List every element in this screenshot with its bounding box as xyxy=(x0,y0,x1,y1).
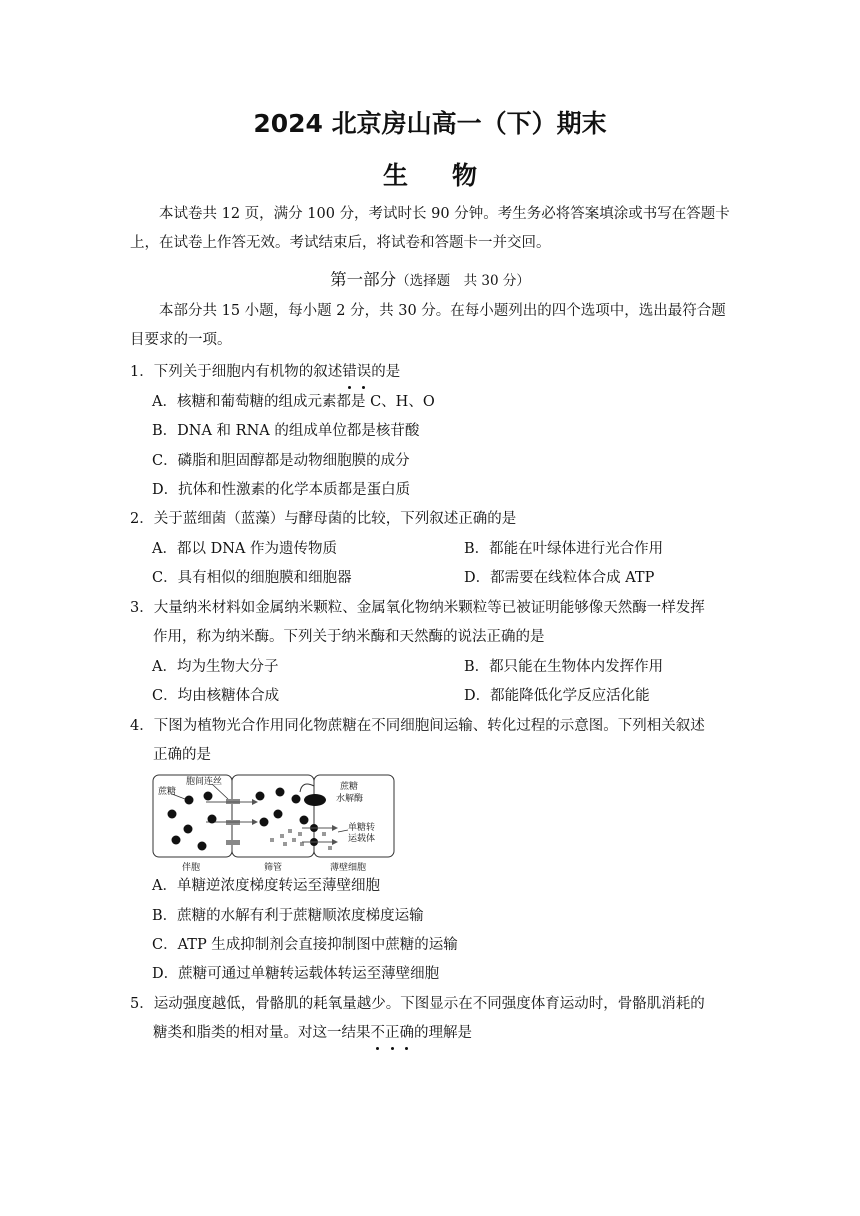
label-companion-cell: 伴胞 xyxy=(182,863,201,873)
question-2-option-c: C．具有相似的细胞膜和细胞器 xyxy=(152,570,352,586)
question-3-option-d: D．都能降低化学反应活化能 xyxy=(464,688,650,704)
label-transporter-2: 运载体 xyxy=(348,834,376,844)
section-title-sub: （选择题 共 30 分） xyxy=(396,273,530,289)
label-parenchyma: 薄壁细胞 xyxy=(330,863,367,873)
sucrose-transport-diagram xyxy=(152,774,396,874)
question-3-stem-line-2: 作用，称为纳米酶。下列关于纳米酶和天然酶的说法正确的是 xyxy=(153,629,545,645)
section-intro-line-1: 本部分共 15 小题，每小题 2 分，共 30 分。在每小题列出的四个选项中，选出最符合题 xyxy=(159,303,726,319)
question-4-option-b: B．蔗糖的水解有利于蔗糖顺浓度梯度运输 xyxy=(152,908,424,924)
question-1-option-a: A．核糖和葡萄糖的组成元素都是 C、H、O xyxy=(152,394,435,410)
label-hydrolase-2: 水解酶 xyxy=(336,794,364,804)
section-title xyxy=(0,266,860,290)
question-4-option-d: D．蔗糖可通过单糖转运载体转运至薄壁细胞 xyxy=(152,966,440,982)
question-4-stem-line-1: 4．下图为植物光合作用同化物蔗糖在不同细胞间运输、转化过程的示意图。下列相关叙述 xyxy=(130,718,705,734)
emphasis-char: 确 xyxy=(400,1019,415,1048)
question-2-option-b: B．都能在叶绿体进行光合作用 xyxy=(464,541,664,557)
question-1-stem: 1．下列关于细胞内有机物的叙述错误的是 xyxy=(130,358,400,387)
section-intro xyxy=(130,297,732,355)
instructions xyxy=(130,200,732,258)
question-5-stem-line-2: 糖类和脂类的相对量。对这一结果不正确的理解是 xyxy=(153,1019,472,1048)
subject-title: 生物 xyxy=(382,161,521,190)
exam-title: 2024 北京房山高一（下）期末 xyxy=(253,109,607,138)
question-1-option-b: B．DNA 和 RNA 的组成单位都是核苷酸 xyxy=(152,423,420,439)
question-5-stem-line-1: 5．运动强度越低，骨骼肌的耗氧量越少。下图显示在不同强度体育运动时，骨骼肌消耗的 xyxy=(130,996,705,1012)
label-sucrose: 蔗糖 xyxy=(158,787,177,797)
section-title-main: 第一部分 xyxy=(330,270,397,289)
emphasis-char: 错 xyxy=(342,358,357,387)
question-4-option-a: A．单糖逆浓度梯度转运至薄壁细胞 xyxy=(152,878,380,894)
question-4-stem-line-2: 正确的是 xyxy=(153,747,211,763)
question-1-option-c: C．磷脂和胆固醇都是动物细胞膜的成分 xyxy=(152,453,410,469)
emphasis-char: 正 xyxy=(385,1019,400,1048)
section-intro-line-2: 目要求的一项。 xyxy=(130,332,232,348)
instructions-line-2: 上，在试卷上作答无效。考试结束后，将试卷和答题卡一并交回。 xyxy=(130,235,551,251)
question-1-option-d: D．抗体和性激素的化学本质都是蛋白质 xyxy=(152,482,411,498)
label-hydrolase-1: 蔗糖 xyxy=(340,782,359,792)
question-2-stem: 2．关于蓝细菌（蓝藻）与酵母菌的比较，下列叙述正确的是 xyxy=(130,511,517,527)
question-4-option-c: C．ATP 生成抑制剂会直接抑制图中蔗糖的运输 xyxy=(152,937,458,953)
question-3-stem-line-1: 3．大量纳米材料如金属纳米颗粒、金属氧化物纳米颗粒等已被证明能够像天然酶一样发挥 xyxy=(130,600,705,616)
label-sieve-tube: 筛管 xyxy=(264,863,283,873)
instructions-line-1: 本试卷共 12 页，满分 100 分，考试时长 90 分钟。考生务必将答案填涂或书写在答题卡 xyxy=(159,206,730,222)
emphasis-char: 误 xyxy=(357,358,372,387)
sucrose-hydrolase xyxy=(304,794,326,806)
question-3-option-b: B．都只能在生物体内发挥作用 xyxy=(464,659,664,675)
label-transporter-1: 单糖转 xyxy=(348,823,376,833)
plasmodesma xyxy=(226,840,240,845)
monosaccharides xyxy=(270,829,304,846)
question-3-option-a: A．均为生物大分子 xyxy=(152,659,279,675)
question-3-option-c: C．均由核糖体合成 xyxy=(152,688,280,704)
label-plasmodesmata: 胞间连丝 xyxy=(186,777,223,787)
question-2-option-d: D．都需要在线粒体合成 ATP xyxy=(464,570,655,586)
emphasis-char: 不 xyxy=(371,1019,386,1048)
question-2-option-a: A．都以 DNA 作为遗传物质 xyxy=(152,541,337,557)
